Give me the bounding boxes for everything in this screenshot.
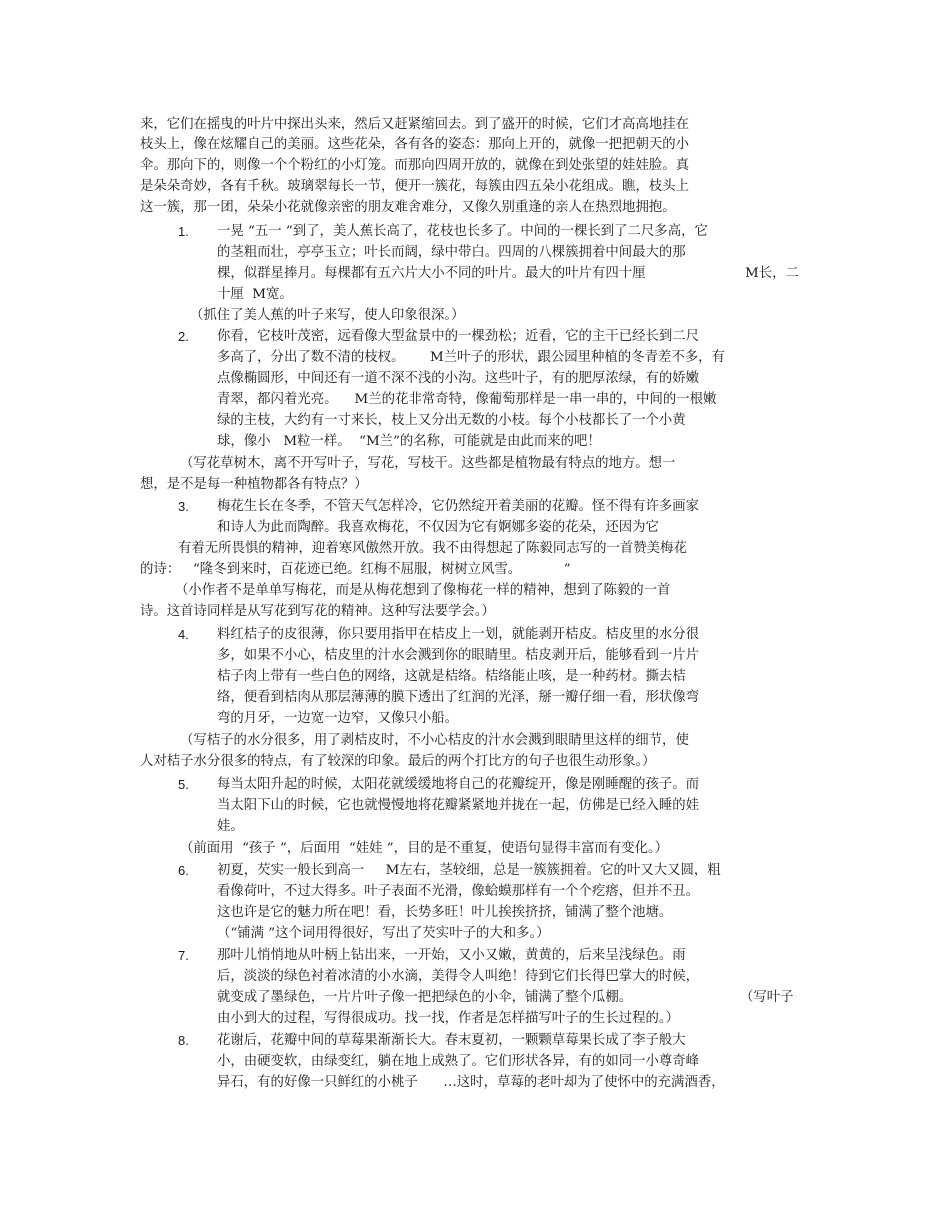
item-line: 由小到大的过程，写得很成功。找一找，作者是怎样描写叶子的生长过程的。） <box>217 1011 679 1026</box>
item-line: 那叶儿悄悄地从叶柄上钻出来，一开始，又小又嫩，黄黄的，后来呈浅绿色。雨 <box>217 948 686 963</box>
item-line: 当太阳下山的时候，它也就慢慢地将花瓣紧紧地并拢在一起，仿佛是已经入睡的娃 <box>217 798 700 813</box>
item-line: 十厘 M宽。 <box>217 287 293 302</box>
item-line: 小，由硬变软，由绿变红，躺在地上成熟了。它们形状各异，有的如同一小尊奇峰 <box>217 1054 700 1069</box>
item-line: 的茎粗而壮，亭亭玉立；叶长而阔，绿中带白。四周的八棵簇拥着中间最大的那 <box>217 245 686 260</box>
item-number: 5. <box>178 777 189 792</box>
item-line: 花谢后，花瓣中间的草莓果渐渐长大。春末夏初，一颗颗草莓果长成了李子般大 <box>217 1033 686 1048</box>
comment-line: （前面用 “孩子 ”，后面用 “娃娃 ”，目的是不重复，使语句显得丰富而有变化。） <box>180 841 669 856</box>
comment-line: 人对桔子水分很多的特点，有了较深的印象。最后的两个打比方的句子也很生动形象。） <box>140 754 656 769</box>
item-line: 料红桔子的皮很薄，你只要用指甲在桔皮上一划，就能剥开桔皮。桔皮里的水分很 <box>217 627 700 642</box>
comment-line: 想，是不是每一种植物都各有特点？） <box>140 477 368 492</box>
item-line: 有着无所畏惧的精神，迎着寒风傲然开放。我不由得想起了陈毅同志写的一首赞美梅花 <box>178 541 687 556</box>
intro-line: 这一簇，那一团，朵朵小花就像亲密的朋友难舍难分，又像久别重逢的亲人在热烈地拥抱。 <box>140 200 676 215</box>
intro-line: 枝头上，像在炫耀自己的美丽。这些花朵，各有各的姿态：那向上开的，就像一把把朝天的小 <box>140 137 690 152</box>
intro-line: 来，它们在摇曳的叶片中探出头来，然后又赶紧缩回去。到了盛开的时候，它们才高高地挂在 <box>140 117 690 132</box>
comment-line: （写花草树木，离不开写叶子，写花，写枝干。这些都是植物最有特点的地方。想一 <box>180 456 676 471</box>
item-number: 2. <box>178 329 189 344</box>
item-line: 每当太阳升起的时候，太阳花就缓缓地将自己的花瓣绽开，像是刚睡醒的孩子。而 <box>217 777 700 792</box>
item-line: 绿的主枝，大约有一寸来长，枝上又分出无数的小枝。每个小枝都长了一个小黄 <box>217 413 686 428</box>
item-line: 这也许是它的魅力所在吧！看，长势多旺！叶儿挨挨挤挤，铺满了整个池塘。 <box>217 905 673 920</box>
intro-line: 是朵朵奇妙，各有千秋。玻璃翠每长一节，便开一簇花，每簇由四五朵小花组成。瞧，枝头上 <box>140 179 690 194</box>
item-number: 1. <box>178 224 189 239</box>
item-line: 球，像小 M粒一样。 “M兰”的名称，可能就是由此而来的吧！ <box>217 434 601 449</box>
comment-line: （小作者不是单单写梅花，而是从梅花想到了像梅花一样的精神，想到了陈毅的一首 <box>175 583 671 598</box>
item-line: 和诗人为此而陶醉。我喜欢梅花，不仅因为它有婀娜多姿的花朵，还因为它 <box>217 520 659 535</box>
item-line: 异石，有的好像一只鲜红的小桃子 …这时，草莓的老叶却为了使怀中的充满酒香， <box>217 1075 725 1090</box>
item-line: （“铺满 ”这个词用得很好，写出了芡实叶子的大和多。） <box>217 926 550 941</box>
item-line: 弯的月牙，一边宽一边窄，又像只小船。 <box>217 711 459 726</box>
comment-line: 诗。这首诗同样是从写花到写花的精神。这种写法要学会。） <box>140 604 495 619</box>
item-line: 多高了，分出了数不清的枝杈。 M兰叶子的形状，跟公园里种植的冬青差不多，有 <box>217 350 725 365</box>
item-line: 多，如果不小心，桔皮里的汁水会溅到你的眼睛里。桔皮剥开后，能够看到一片片 <box>217 648 700 663</box>
item-line: 络，便看到桔肉从那层薄薄的膜下透出了红润的光泽，掰一瓣仔细一看，形状像弯 <box>217 690 700 705</box>
item-line: 点像椭圆形，中间还有一道不深不浅的小沟。这些叶子，有的肥厚浓绿，有的娇嫩 <box>217 371 700 386</box>
item-number: 3. <box>178 499 189 514</box>
item-line: 的诗： “隆冬到来时，百花迹已绝。红梅不屈服，树树立风雪。 ” <box>140 562 571 577</box>
item-line: 青翠，都闪着光亮。 M兰的花非常奇特，像葡萄那样是一串一串的，中间的一根嫩 <box>217 392 717 407</box>
intro-line: 伞。那向下的，则像一个个粉红的小灯笼。而那向四周开放的，就像在到处张望的娃娃脸。真 <box>140 158 690 173</box>
item-number: 6. <box>178 863 189 878</box>
comment-line: （写桔子的水分很多，用了剥桔皮时，不小心桔皮的汁水会溅到眼睛里这样的细节，使 <box>180 733 689 748</box>
item-line-tail: （写叶子 <box>740 990 794 1005</box>
item-number: 4. <box>178 627 189 642</box>
item-line: 棵，似群星捧月。每棵都有五六片大小不同的叶片。最大的叶片有四十厘 <box>217 266 646 281</box>
item-number: 7. <box>178 948 189 963</box>
item-number: 8. <box>178 1033 189 1048</box>
comment-line: （抓住了美人蕉的叶子来写，使人印象很深。） <box>190 308 465 323</box>
item-line: 你看，它枝叶茂密，远看像大型盆景中的一棵劲松；近看，它的主干已经长到二尺 <box>217 329 700 344</box>
item-line: 一晃 “五一 ”到了，美人蕉长高了，花枝也长多了。中间的一棵长到了二尺多高，它 <box>217 224 708 239</box>
item-line: 看像荷叶，不过大得多。叶子表面不光滑，像蛤蟆那样有一个个疙瘩，但并不丑。 <box>217 884 700 899</box>
item-line: 后，淡淡的绿色衬着冰清的小水滴，美得令人叫绝！待到它们长得巴掌大的时候， <box>217 969 700 984</box>
item-line-tail: M长，二 <box>745 266 799 281</box>
item-line: 初夏，芡实一般长到高一 M左右，茎较细，总是一簇簇拥着。它的叶又大又圆，粗 <box>217 863 721 878</box>
item-line: 就变成了墨绿色，一片片叶子像一把把绿色的小伞，铺满了整个瓜棚。 <box>217 990 633 1005</box>
item-line: 娃。 <box>217 819 244 834</box>
item-line: 梅花生长在冬季，不管天气怎样冷，它仍然绽开着美丽的花瓣。怪不得有许多画家 <box>217 499 700 514</box>
item-line: 桔子肉上带有一些白色的网络，这就是桔络。桔络能止咳，是一种药材。撕去桔 <box>217 669 686 684</box>
